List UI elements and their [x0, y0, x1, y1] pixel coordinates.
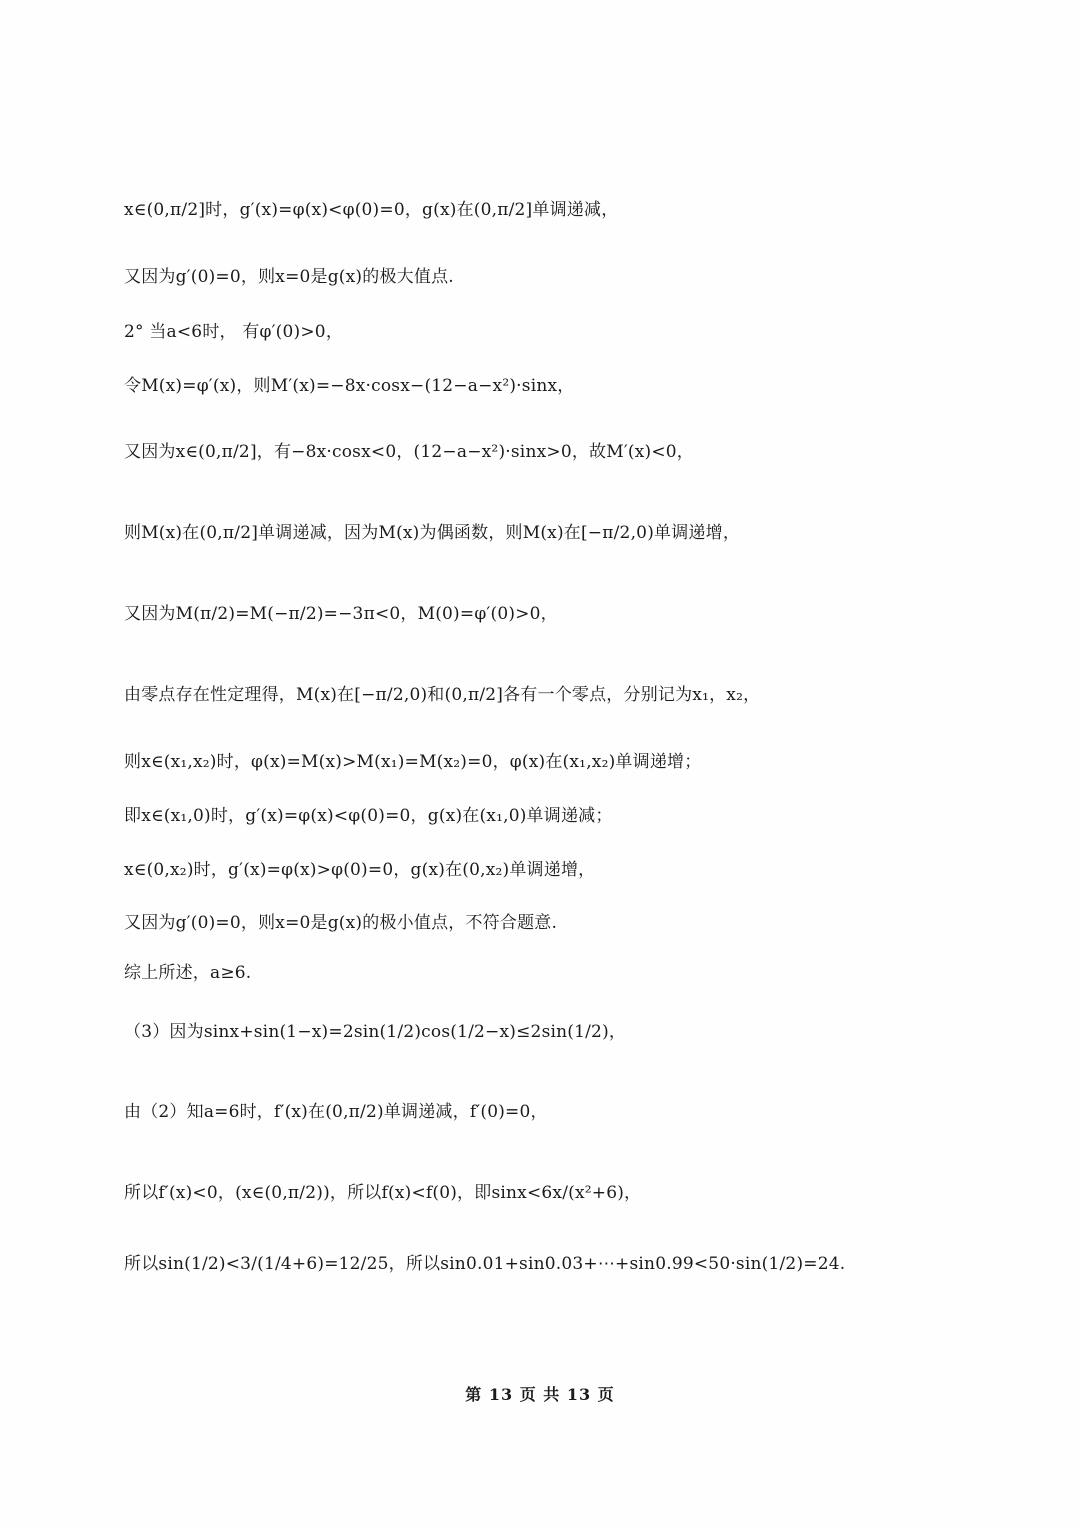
- text-line-9: 则x∈(x₁,x₂)时，φ(x)=M(x)>M(x₁)=M(x₂)=0，φ(x)在(x₁,x₂)单调递增；: [124, 752, 702, 772]
- text-line-14: （3）因为sinx+sin(1−x)=2sin(1/2)cos(1/2−x)≤2sin(1/2)，: [124, 1022, 627, 1042]
- text-line-2: 又因为g′(0)=0，则x=0是g(x)的极大值点.: [124, 267, 454, 287]
- text-line-11: x∈(0,x₂)时，g′(x)=φ(x)>φ(0)=0，g(x)在(0,x₂)单调递增，: [124, 860, 596, 880]
- text-line-5: 又因为x∈(0,π/2]，有−8x·cosx<0，(12−a−x²)·sinx>0，故M′(x)<0，: [124, 442, 695, 462]
- text-line-1: x∈(0,π/2]时，g′(x)=φ(x)<φ(0)=0，g(x)在(0,π/2]单调递减，: [124, 200, 619, 220]
- text-line-15: 由（2）知a=6时，f′(x)在(0,π/2)单调递减，f′(0)=0，: [124, 1102, 548, 1122]
- text-line-4: 令M(x)=φ′(x)，则M′(x)=−8x·cosx−(12−a−x²)·sinx，: [124, 376, 575, 396]
- text-line-6: 则M(x)在(0,π/2]单调递减，因为M(x)为偶函数，则M(x)在[−π/2,0)单调递增，: [124, 523, 741, 543]
- text-line-16: 所以f′(x)<0，(x∈(0,π/2))，所以f(x)<f(0)，即sinx<6x/(x²+6)，: [124, 1183, 642, 1203]
- page-footer: 第 13 页 共 13 页: [465, 1385, 615, 1404]
- text-line-3: 2° 当a<6时， 有φ′(0)>0，: [124, 322, 344, 342]
- text-line-7: 又因为M(π/2)=M(−π/2)=−3π<0，M(0)=φ′(0)>0，: [124, 604, 558, 624]
- text-line-10: 即x∈(x₁,0)时，g′(x)=φ(x)<φ(0)=0，g(x)在(x₁,0)单调递减；: [124, 806, 613, 826]
- text-line-8: 由零点存在性定理得，M(x)在[−π/2,0)和(0,π/2]各有一个零点，分别记为x₁，x₂，: [124, 685, 761, 705]
- text-line-13: 综上所述，a≥6.: [124, 963, 252, 983]
- text-line-17: 所以sin(1/2)<3/(1/4+6)=12/25，所以sin0.01+sin0.03+⋯+sin0.99<50·sin(1/2)=24.: [124, 1254, 846, 1274]
- text-line-12: 又因为g′(0)=0，则x=0是g(x)的极小值点，不符合题意.: [124, 913, 558, 933]
